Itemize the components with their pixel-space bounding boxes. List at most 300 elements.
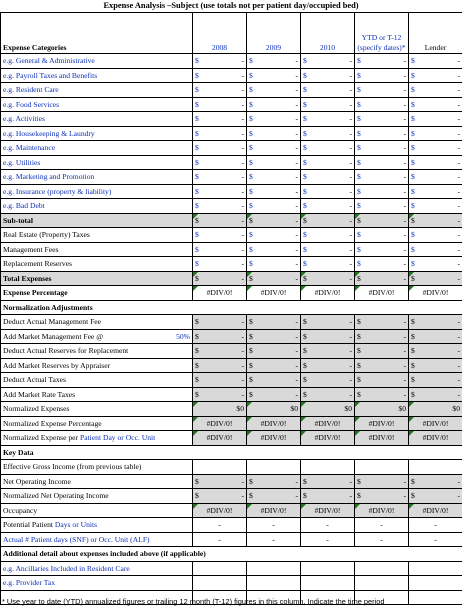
dollar-sign: $: [303, 128, 307, 138]
dollar-cell[interactable]: [193, 489, 247, 504]
dollar-cell[interactable]: [193, 257, 247, 272]
percent-cell[interactable]: #DIV/0!: [301, 431, 355, 446]
dollar-sign: $: [195, 56, 199, 66]
dollar-cell[interactable]: [409, 68, 462, 83]
dollar-cell[interactable]: [247, 97, 301, 112]
dollar-cell[interactable]: [355, 97, 409, 112]
dash-cell[interactable]: -: [355, 532, 409, 547]
dollar-cell[interactable]: [409, 54, 462, 69]
percent-cell[interactable]: #DIV/0!: [247, 503, 301, 518]
value: -: [457, 143, 460, 153]
row-label: Replacement Reserves: [1, 257, 193, 272]
dollar-cell[interactable]: [355, 54, 409, 69]
value: -: [349, 186, 352, 196]
dollar-cell[interactable]: [355, 242, 409, 257]
dollar-cell[interactable]: [409, 112, 462, 127]
dollar-sign: $: [357, 56, 361, 66]
dollar-cell[interactable]: [355, 155, 409, 170]
dollar-cell[interactable]: [355, 199, 409, 214]
dollar-cell[interactable]: [193, 112, 247, 127]
dollar-sign: $: [249, 215, 253, 225]
occupancy-row: [1, 503, 462, 518]
empty-cell[interactable]: [301, 576, 355, 591]
dollar-cell[interactable]: [301, 112, 355, 127]
dollar-cell[interactable]: [193, 83, 247, 98]
dollar-cell[interactable]: [193, 373, 247, 388]
actual-row: [1, 532, 462, 547]
dollar-cell[interactable]: [409, 387, 462, 402]
normalized-value[interactable]: $0: [247, 402, 301, 417]
dollar-sign: $: [357, 85, 361, 95]
dash-cell[interactable]: -: [193, 518, 247, 533]
value: -: [295, 157, 298, 167]
row-label: e.g. General & Administrative: [1, 54, 193, 69]
dollar-cell[interactable]: [301, 344, 355, 359]
expense-item-row: [1, 54, 462, 69]
value: -: [295, 172, 298, 182]
dollar-cell[interactable]: [247, 489, 301, 504]
value: -: [403, 215, 406, 225]
value: -: [295, 317, 298, 327]
row-label: Real Estate (Property) Taxes: [1, 228, 193, 243]
value: -: [457, 230, 460, 240]
dollar-cell[interactable]: [301, 271, 355, 286]
dollar-sign: $: [249, 346, 253, 356]
dollar-cell[interactable]: [409, 155, 462, 170]
dollar-cell[interactable]: [355, 184, 409, 199]
dollar-cell[interactable]: [409, 257, 462, 272]
empty-cell[interactable]: [409, 576, 462, 591]
additional-heading: Additional detail about expenses included above (if applicable): [1, 547, 462, 562]
percent-cell[interactable]: #DIV/0!: [193, 503, 247, 518]
dollar-cell[interactable]: [301, 68, 355, 83]
value: -: [457, 331, 460, 341]
dollar-sign: $: [357, 114, 361, 124]
dollar-cell[interactable]: [409, 344, 462, 359]
dollar-cell[interactable]: [247, 112, 301, 127]
dollar-sign: $: [249, 143, 253, 153]
value: -: [241, 476, 244, 486]
value: -: [403, 172, 406, 182]
normalization-heading: Normalization Adjustments: [1, 300, 462, 315]
dollar-cell[interactable]: [247, 199, 301, 214]
dollar-sign: $: [357, 375, 361, 385]
value: -: [457, 172, 460, 182]
normalization-row: [1, 344, 462, 359]
dollar-cell[interactable]: [409, 358, 462, 373]
dash-cell[interactable]: -: [193, 532, 247, 547]
value: -: [349, 56, 352, 66]
dollar-cell[interactable]: [355, 83, 409, 98]
row-label: Normalized Expense per Patient Day or Occ. Unit: [1, 431, 193, 446]
percent-cell[interactable]: #DIV/0!: [301, 286, 355, 301]
dollar-sign: $: [195, 128, 199, 138]
value: -: [403, 259, 406, 269]
dollar-sign: $: [249, 114, 253, 124]
value: -: [349, 476, 352, 486]
dollar-cell[interactable]: [247, 474, 301, 489]
dash-cell[interactable]: -: [247, 532, 301, 547]
dollar-cell[interactable]: [193, 54, 247, 69]
dollar-cell[interactable]: [409, 213, 462, 228]
dollar-sign: $: [195, 70, 199, 80]
dollar-cell[interactable]: [193, 199, 247, 214]
dollar-cell[interactable]: [301, 83, 355, 98]
expense-item-row: [1, 97, 462, 112]
empty-cell[interactable]: [355, 576, 409, 591]
dollar-cell[interactable]: [247, 141, 301, 156]
dollar-cell[interactable]: [193, 97, 247, 112]
row-label: Net Operating Income: [1, 474, 193, 489]
percent-cell[interactable]: #DIV/0!: [355, 503, 409, 518]
empty-cell[interactable]: [247, 576, 301, 591]
dollar-sign: $: [303, 157, 307, 167]
dollar-cell[interactable]: [355, 387, 409, 402]
dollar-cell[interactable]: [247, 387, 301, 402]
percent-cell[interactable]: #DIV/0!: [193, 431, 247, 446]
percent-cell[interactable]: #DIV/0!: [247, 416, 301, 431]
dollar-cell[interactable]: [193, 271, 247, 286]
dollar-sign: $: [411, 56, 415, 66]
normalized-expenses-row: [1, 402, 462, 417]
value: -: [457, 244, 460, 254]
dollar-cell[interactable]: [409, 474, 462, 489]
dollar-cell[interactable]: [247, 315, 301, 330]
expense-item-row: [1, 112, 462, 127]
value: -: [457, 85, 460, 95]
dollar-sign: $: [249, 360, 253, 370]
dollar-cell[interactable]: [355, 489, 409, 504]
value: -: [241, 157, 244, 167]
expense-item-row: [1, 68, 462, 83]
value: -: [457, 157, 460, 167]
dollar-cell[interactable]: [193, 126, 247, 141]
empty-cell[interactable]: [247, 460, 301, 475]
value: -: [241, 186, 244, 196]
dollar-cell[interactable]: [301, 213, 355, 228]
value: -: [241, 375, 244, 385]
dollar-cell[interactable]: [247, 213, 301, 228]
dollar-cell[interactable]: [193, 170, 247, 185]
dollar-sign: $: [195, 157, 199, 167]
value: -: [457, 389, 460, 399]
dollar-sign: $: [357, 259, 361, 269]
dollar-cell[interactable]: [301, 489, 355, 504]
value: -: [295, 114, 298, 124]
value: -: [349, 99, 352, 109]
value: -: [403, 201, 406, 211]
value: -: [295, 230, 298, 240]
value: -: [241, 273, 244, 283]
dollar-sign: $: [249, 186, 253, 196]
dollar-cell[interactable]: [409, 373, 462, 388]
dollar-sign: $: [249, 99, 253, 109]
empty-cell[interactable]: [247, 561, 301, 576]
dash-cell[interactable]: -: [409, 518, 462, 533]
dollar-sign: $: [357, 346, 361, 356]
empty-cell[interactable]: [301, 561, 355, 576]
dollar-sign: $: [303, 143, 307, 153]
dollar-sign: $: [411, 273, 415, 283]
dollar-cell[interactable]: [193, 213, 247, 228]
percent-cell[interactable]: #DIV/0!: [193, 416, 247, 431]
mgmt-fee-percent[interactable]: 50%: [176, 331, 190, 341]
dollar-cell[interactable]: [409, 83, 462, 98]
percent-cell[interactable]: #DIV/0!: [355, 416, 409, 431]
value: -: [457, 128, 460, 138]
normalization-row: [1, 329, 462, 344]
dollar-cell[interactable]: [355, 358, 409, 373]
dollar-sign: $: [195, 331, 199, 341]
dollar-cell[interactable]: [409, 242, 462, 257]
dollar-cell[interactable]: [355, 329, 409, 344]
dollar-cell[interactable]: [355, 228, 409, 243]
dollar-cell[interactable]: [355, 373, 409, 388]
dollar-cell[interactable]: [355, 271, 409, 286]
dollar-cell[interactable]: [355, 344, 409, 359]
dollar-cell[interactable]: [409, 315, 462, 330]
value: -: [241, 128, 244, 138]
dollar-cell[interactable]: [193, 68, 247, 83]
dollar-cell[interactable]: [301, 242, 355, 257]
dollar-cell[interactable]: [409, 489, 462, 504]
value: -: [349, 259, 352, 269]
dollar-cell[interactable]: [355, 257, 409, 272]
dollar-cell[interactable]: [301, 315, 355, 330]
value: -: [295, 360, 298, 370]
normalized-value[interactable]: $0: [409, 402, 462, 417]
row-label: e.g. Activities: [1, 112, 193, 127]
dollar-sign: $: [303, 491, 307, 501]
dash-cell[interactable]: -: [409, 532, 462, 547]
dollar-cell[interactable]: [355, 68, 409, 83]
dollar-cell[interactable]: [193, 344, 247, 359]
dollar-cell[interactable]: [355, 170, 409, 185]
value: -: [295, 346, 298, 356]
percent-cell[interactable]: #DIV/0!: [409, 431, 462, 446]
dollar-cell[interactable]: [247, 344, 301, 359]
dollar-cell[interactable]: [409, 228, 462, 243]
percent-cell[interactable]: #DIV/0!: [301, 416, 355, 431]
dollar-cell[interactable]: [355, 315, 409, 330]
dollar-cell[interactable]: [301, 387, 355, 402]
dollar-cell[interactable]: [409, 184, 462, 199]
dollar-cell[interactable]: [247, 68, 301, 83]
dollar-cell[interactable]: [301, 141, 355, 156]
percent-cell[interactable]: #DIV/0!: [409, 503, 462, 518]
dollar-sign: $: [303, 375, 307, 385]
dash-cell[interactable]: -: [247, 518, 301, 533]
dollar-cell[interactable]: [355, 112, 409, 127]
dollar-sign: $: [357, 215, 361, 225]
empty-cell[interactable]: [301, 460, 355, 475]
row-label: e.g. Payroll Taxes and Benefits: [1, 68, 193, 83]
dollar-cell[interactable]: [193, 387, 247, 402]
dash-cell[interactable]: -: [355, 518, 409, 533]
other-item-row: [1, 242, 462, 257]
dollar-cell[interactable]: [247, 155, 301, 170]
dollar-cell[interactable]: [301, 126, 355, 141]
dollar-sign: $: [303, 186, 307, 196]
dollar-sign: $: [411, 128, 415, 138]
dollar-cell[interactable]: [193, 329, 247, 344]
value: -: [457, 491, 460, 501]
percent-cell[interactable]: #DIV/0!: [355, 286, 409, 301]
dollar-sign: $: [357, 128, 361, 138]
empty-cell[interactable]: [355, 460, 409, 475]
percent-cell[interactable]: #DIV/0!: [301, 503, 355, 518]
dollar-cell[interactable]: [301, 199, 355, 214]
dollar-cell[interactable]: [193, 242, 247, 257]
dollar-cell[interactable]: [247, 373, 301, 388]
dollar-sign: $: [411, 215, 415, 225]
dollar-sign: $: [357, 273, 361, 283]
dollar-cell[interactable]: [301, 228, 355, 243]
dollar-cell[interactable]: [409, 199, 462, 214]
additional-row: [1, 576, 462, 591]
dollar-cell[interactable]: [247, 184, 301, 199]
dollar-cell[interactable]: [247, 228, 301, 243]
expense-item-row: [1, 155, 462, 170]
dollar-sign: $: [303, 389, 307, 399]
value: -: [349, 85, 352, 95]
dollar-cell[interactable]: [301, 474, 355, 489]
section-heading-row: [1, 300, 462, 315]
dollar-sign: $: [411, 259, 415, 269]
dollar-sign: $: [249, 476, 253, 486]
percent-cell[interactable]: #DIV/0!: [247, 286, 301, 301]
value: -: [295, 70, 298, 80]
dollar-cell[interactable]: [193, 141, 247, 156]
dollar-cell[interactable]: [193, 155, 247, 170]
dollar-cell[interactable]: [247, 54, 301, 69]
dollar-cell[interactable]: [193, 228, 247, 243]
percent-cell[interactable]: #DIV/0!: [355, 431, 409, 446]
dollar-cell[interactable]: [355, 474, 409, 489]
value: -: [403, 143, 406, 153]
row-label: e.g. Resident Care: [1, 83, 193, 98]
normalization-row: [1, 315, 462, 330]
dollar-cell[interactable]: [355, 126, 409, 141]
value: -: [349, 389, 352, 399]
dollar-cell[interactable]: [193, 474, 247, 489]
dollar-sign: $: [249, 85, 253, 95]
value: -: [295, 491, 298, 501]
dollar-cell[interactable]: [193, 315, 247, 330]
potential-row: [1, 518, 462, 533]
percent-cell[interactable]: #DIV/0!: [247, 431, 301, 446]
value: -: [403, 70, 406, 80]
dollar-cell[interactable]: [301, 358, 355, 373]
empty-cell[interactable]: [193, 460, 247, 475]
dollar-cell[interactable]: [247, 257, 301, 272]
row-label: e.g. Utilities: [1, 155, 193, 170]
row-label: e.g. Marketing and Promotion: [1, 170, 193, 185]
dollar-cell[interactable]: [247, 170, 301, 185]
dollar-cell[interactable]: [355, 213, 409, 228]
normalized-value[interactable]: $0: [355, 402, 409, 417]
value: -: [295, 215, 298, 225]
dollar-cell[interactable]: [301, 97, 355, 112]
dollar-sign: $: [195, 215, 199, 225]
dollar-cell[interactable]: [301, 373, 355, 388]
dollar-cell[interactable]: [301, 257, 355, 272]
section-heading-row: [1, 547, 462, 562]
row-label: e.g. Ancillaries Included in Resident Care: [1, 561, 193, 576]
value: -: [241, 56, 244, 66]
dollar-cell[interactable]: [247, 126, 301, 141]
dash-cell[interactable]: -: [301, 532, 355, 547]
percent-cell[interactable]: #DIV/0!: [193, 286, 247, 301]
percent-cell[interactable]: #DIV/0!: [409, 286, 462, 301]
empty-cell[interactable]: [193, 576, 247, 591]
dollar-cell[interactable]: [301, 329, 355, 344]
dollar-cell[interactable]: [193, 184, 247, 199]
dollar-sign: $: [411, 375, 415, 385]
empty-cell[interactable]: [355, 561, 409, 576]
dollar-cell[interactable]: [247, 83, 301, 98]
empty-cell[interactable]: [193, 561, 247, 576]
dollar-cell[interactable]: [247, 358, 301, 373]
dollar-sign: $: [195, 491, 199, 501]
dollar-cell[interactable]: [409, 271, 462, 286]
dollar-cell[interactable]: [409, 329, 462, 344]
value: -: [241, 70, 244, 80]
dollar-cell[interactable]: [247, 242, 301, 257]
dollar-sign: $: [249, 70, 253, 80]
dollar-cell[interactable]: [409, 126, 462, 141]
dollar-cell[interactable]: [409, 97, 462, 112]
normalized-value[interactable]: $0: [301, 402, 355, 417]
value: -: [457, 201, 460, 211]
expense-item-row: [1, 184, 462, 199]
dollar-sign: $: [303, 273, 307, 283]
dollar-sign: $: [411, 70, 415, 80]
normalized-value[interactable]: $0: [193, 402, 247, 417]
normalization-row: [1, 358, 462, 373]
value: -: [457, 476, 460, 486]
dollar-cell[interactable]: [409, 170, 462, 185]
row-label: Add Market Reserves by Appraiser: [1, 358, 193, 373]
dollar-sign: $: [249, 273, 253, 283]
dollar-cell[interactable]: [301, 155, 355, 170]
dollar-cell[interactable]: [193, 358, 247, 373]
expense-item-row: [1, 199, 462, 214]
dollar-sign: $: [195, 85, 199, 95]
value: -: [295, 331, 298, 341]
row-label: Normalized Net Operating Income: [1, 489, 193, 504]
value: -: [349, 230, 352, 240]
dollar-sign: $: [303, 70, 307, 80]
empty-cell[interactable]: [409, 460, 462, 475]
dollar-cell[interactable]: [301, 54, 355, 69]
empty-cell[interactable]: [409, 561, 462, 576]
percent-cell[interactable]: #DIV/0!: [409, 416, 462, 431]
dollar-sign: $: [357, 491, 361, 501]
dollar-cell[interactable]: [247, 271, 301, 286]
normalization-row: [1, 387, 462, 402]
row-label: e.g. Maintenance: [1, 141, 193, 156]
value: -: [349, 317, 352, 327]
dollar-sign: $: [195, 317, 199, 327]
dash-cell[interactable]: -: [301, 518, 355, 533]
dollar-sign: $: [249, 317, 253, 327]
dollar-cell[interactable]: [409, 141, 462, 156]
dollar-cell[interactable]: [355, 141, 409, 156]
dollar-cell[interactable]: [301, 170, 355, 185]
dollar-cell[interactable]: [247, 329, 301, 344]
dollar-cell[interactable]: [301, 184, 355, 199]
